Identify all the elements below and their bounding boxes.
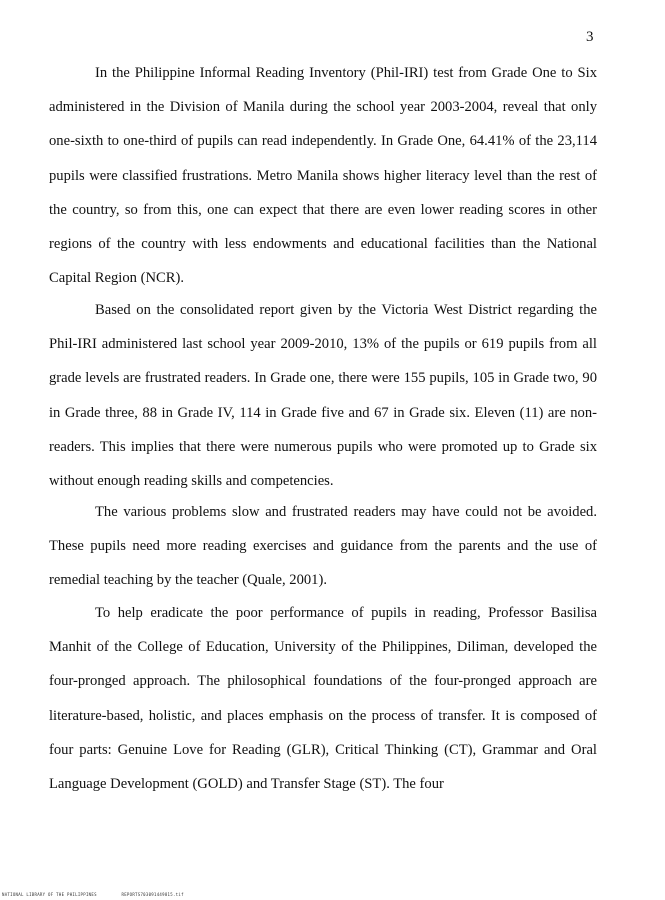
body-paragraph-reading-problems: The various problems slow and frustrated readers may have could not be avoided. These pupils need more reading exercises and guidance from the parents and the use of remedial teaching by the teacher (Quale, 2001). xyxy=(49,504,597,589)
body-paragraph-victoria-west-report: Based on the consolidated report given by the Victoria West District regarding the Phil-IRI administered last school year 2009-2010, 13% of the pupils or 619 pupils from all grade levels are frustrated readers. In Grade one, there were 155 pupils, 105 in Grade two, 90 in Grade three, 88 in Grade IV, 114 in Grade five and 67 in Grade six. Eleven (11) are non-readers. This implies that there were numerous pupils who were promoted up to Grade six without enough reading skills and competencies. xyxy=(49,302,597,490)
page-number: 3 xyxy=(586,29,594,45)
body-paragraph-four-pronged-approach: To help eradicate the poor performance of pupils in reading, Professor Basilisa Manhit of the College of Education, University of the Philippines, Diliman, developed the four-pronged approach. The philosophical foundations of the four-pronged approach are literature-based, holistic, and places emphasis on the process of transfer. It is composed of four parts: Genuine Love for Reading (GLR), Critical Thinking (CT), Grammar and Oral Language Development (GOLD) and Transfer Stage (ST). The four xyxy=(49,605,597,793)
footer-library-name: NATIONAL LIBRARY OF THE PHILIPPINES xyxy=(2,892,97,897)
footer-file-reference: REPORTS703091449815.tif xyxy=(121,892,184,897)
scan-footer-stamp xyxy=(2,892,206,897)
body-paragraph-phil-iri-manila: In the Philippine Informal Reading Inventory (Phil-IRI) test from Grade One to Six administered in the Division of Manila during the school year 2003-2004, reveal that only one-sixth to one-third of pupils can read independently. In Grade One, 64.41% of the 23,114 pupils were classified frustrations. Metro Manila shows higher literacy level than the rest of the country, so from this, one can expect that there are even lower reading scores in other regions of the country with less endowments and educational facilities than the National Capital Region (NCR). xyxy=(49,65,597,287)
